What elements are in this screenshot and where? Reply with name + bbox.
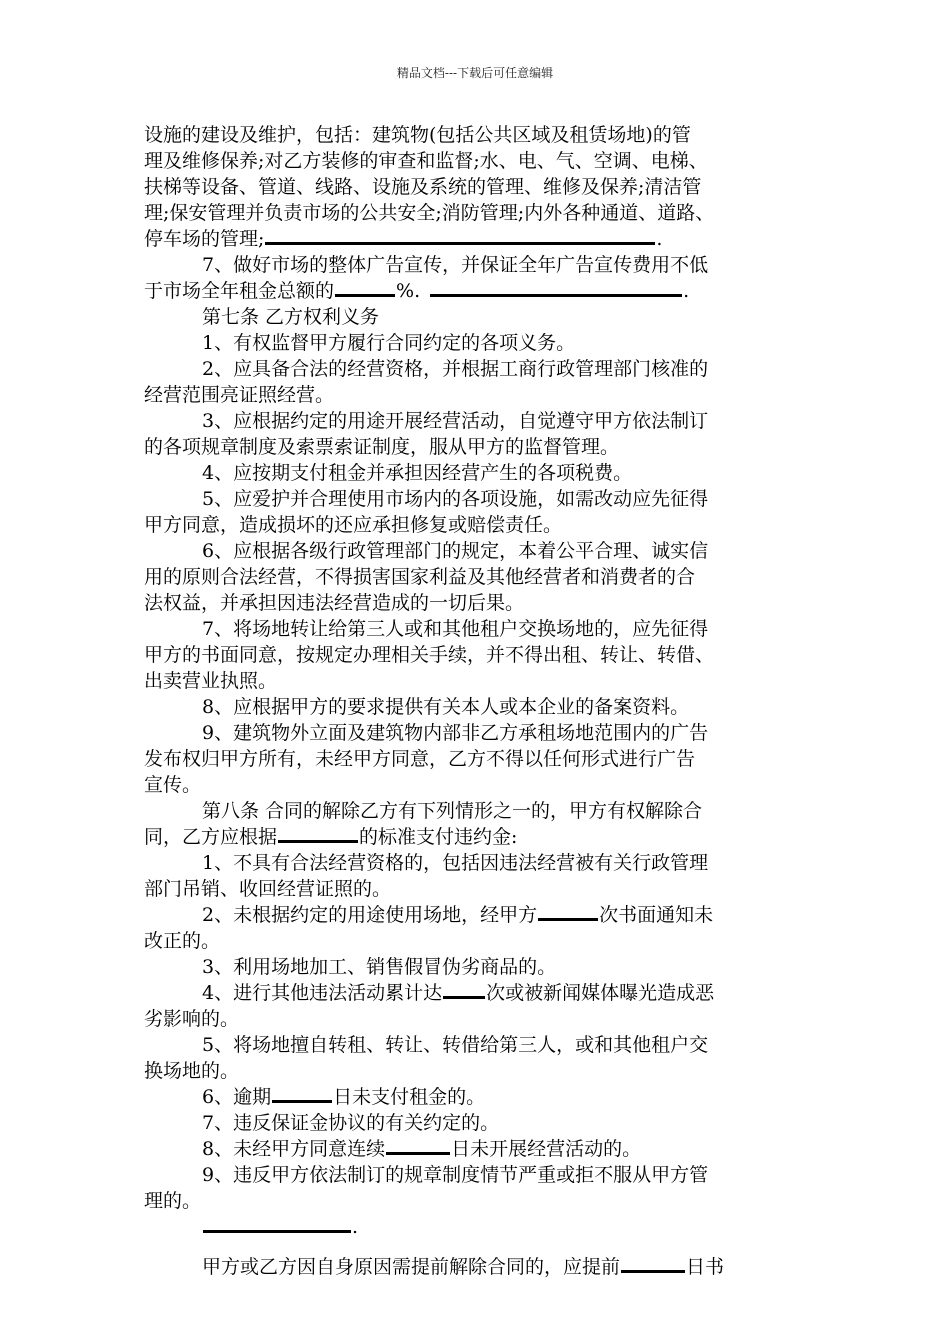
paragraph-line: 扶梯等设备、管道、线路、设施及系统的管理、维修及保养;清洁管 — [144, 176, 702, 198]
paragraph-line: 4、应按期支付租金并承担因经营产生的各项税费。 — [202, 462, 633, 484]
line-text: 日未支付租金的。 — [333, 1086, 486, 1108]
line-text: 日书 — [686, 1256, 725, 1278]
line-text: 次书面通知未 — [599, 904, 714, 926]
paragraph-line: 宣传。 — [144, 774, 202, 796]
line-text: 同，乙方应根据 — [144, 826, 278, 848]
paragraph-line: 改正的。 — [144, 930, 221, 952]
paragraph-line: 发布权归甲方所有，未经甲方同意，乙方不得以任何形式进行广告 — [144, 748, 696, 770]
paragraph-line: 设施的建设及维护，包括：建筑物(包括公共区域及租赁场地)的管 — [144, 124, 691, 146]
paragraph-line: 理;保安管理并负责市场的公共安全;消防管理;内外各种通道、道路、 — [144, 202, 715, 224]
line-text: 日未开展经营活动的。 — [451, 1138, 642, 1160]
paragraph-line: 理的。 — [144, 1190, 202, 1212]
fill-blank — [265, 234, 655, 245]
paragraph-line: 法权益，并承担因违法经营造成的一切后果。 — [144, 592, 525, 614]
paragraph-line — [144, 902, 814, 928]
paragraph-line — [144, 278, 814, 304]
line-text: . — [656, 228, 663, 250]
paragraph-line — [144, 1214, 814, 1240]
fill-blank — [272, 1092, 332, 1103]
paragraph-line — [144, 1254, 814, 1280]
paragraph-line — [144, 1084, 814, 1110]
line-text: 4、进行其他违法活动累计达 — [202, 982, 443, 1004]
line-text: . — [352, 1216, 359, 1238]
document-body — [144, 122, 814, 1280]
paragraph-line: 的各项规章制度及索票索证制度，服从甲方的监督管理。 — [144, 436, 620, 458]
fill-blank — [621, 1262, 685, 1273]
paragraph-line: 3、应根据约定的用途开展经营活动，自觉遵守甲方依法制订 — [202, 410, 709, 432]
paragraph-line: 7、将场地转让给第三人或和其他租户交换场地的，应先征得 — [202, 618, 709, 640]
paragraph-line: 2、应具备合法的经营资格，并根据工商行政管理部门核准的 — [202, 358, 709, 380]
paragraph-line: 劣影响的。 — [144, 1008, 240, 1030]
fill-blank — [386, 1144, 450, 1155]
paragraph-line — [144, 980, 814, 1006]
paragraph-line: 经营范围亮证照经营。 — [144, 384, 335, 406]
paragraph-line: 理及维修保养;对乙方装修的审查和监督;水、电、气、空调、电梯、 — [144, 150, 708, 172]
paragraph-line: 9、违反甲方依法制订的规章制度情节严重或拒不服从甲方管 — [202, 1164, 709, 1186]
paragraph-line — [144, 1136, 814, 1162]
paragraph-line: 5、将场地擅自转租、转让、转借给第三人，或和其他租户交 — [202, 1034, 709, 1056]
line-text: 8、未经甲方同意连续 — [202, 1138, 386, 1160]
spacer — [144, 1240, 814, 1254]
paragraph-line: 5、应爱护并合理使用市场内的各项设施，如需改动应先征得 — [202, 488, 709, 510]
line-text: 次或被新闻媒体曝光造成恶 — [486, 982, 715, 1004]
article-heading: 第七条 乙方权利义务 — [202, 306, 380, 328]
fill-blank — [203, 1222, 351, 1233]
fill-blank — [335, 286, 395, 297]
paragraph-line: 甲方同意，造成损坏的还应承担修复或赔偿责任。 — [144, 514, 563, 536]
fill-blank — [278, 832, 358, 843]
page-header: 精品文档---下载后可任意编辑 — [396, 66, 554, 80]
paragraph-line: 甲方的书面同意，按规定办理相关手续，并不得出租、转让、转借、 — [144, 644, 715, 666]
paragraph-line: 换场地的。 — [144, 1060, 240, 1082]
line-text: %. — [396, 280, 421, 302]
line-text: 停车场的管理; — [144, 228, 265, 250]
fill-blank — [430, 286, 682, 297]
paragraph-line: 9、建筑物外立面及建筑物内部非乙方承租场地范围内的广告 — [202, 722, 709, 744]
paragraph-line: 1、不具有合法经营资格的，包括因违法经营被有关行政管理 — [202, 852, 709, 874]
paragraph-line: 8、应根据甲方的要求提供有关本人或本企业的备案资料。 — [202, 696, 690, 718]
line-text: 6、逾期 — [202, 1086, 272, 1108]
paragraph-line: 7、做好市场的整体广告宣传，并保证全年广告宣传费用不低 — [202, 254, 709, 276]
line-text: 的标准支付违约金: — [359, 826, 518, 848]
line-text: 于市场全年租金总额的 — [144, 280, 335, 302]
line-text: 2、未根据约定的用途使用场地，经甲方 — [202, 904, 538, 926]
fill-blank — [538, 910, 598, 921]
paragraph-line — [144, 226, 814, 252]
paragraph-line: 部门吊销、收回经营证照的。 — [144, 878, 392, 900]
paragraph-line: 用的原则合法经营，不得损害国家利益及其他经营者和消费者的合 — [144, 566, 696, 588]
paragraph-line: 3、利用场地加工、销售假冒伪劣商品的。 — [202, 956, 557, 978]
paragraph-line: 出卖营业执照。 — [144, 670, 278, 692]
fill-blank — [443, 988, 485, 999]
paragraph-line: 7、违反保证金协议的有关约定的。 — [202, 1112, 500, 1134]
line-text: 甲方或乙方因自身原因需提前解除合同的，应提前 — [202, 1256, 621, 1278]
line-text: . — [683, 280, 690, 302]
article-heading: 第八条 合同的解除乙方有下列情形之一的，甲方有权解除合 — [202, 800, 703, 822]
paragraph-line: 1、有权监督甲方履行合同约定的各项义务。 — [202, 332, 576, 354]
paragraph-line: 6、应根据各级行政管理部门的规定，本着公平合理、诚实信 — [202, 540, 709, 562]
paragraph-line — [144, 824, 814, 850]
